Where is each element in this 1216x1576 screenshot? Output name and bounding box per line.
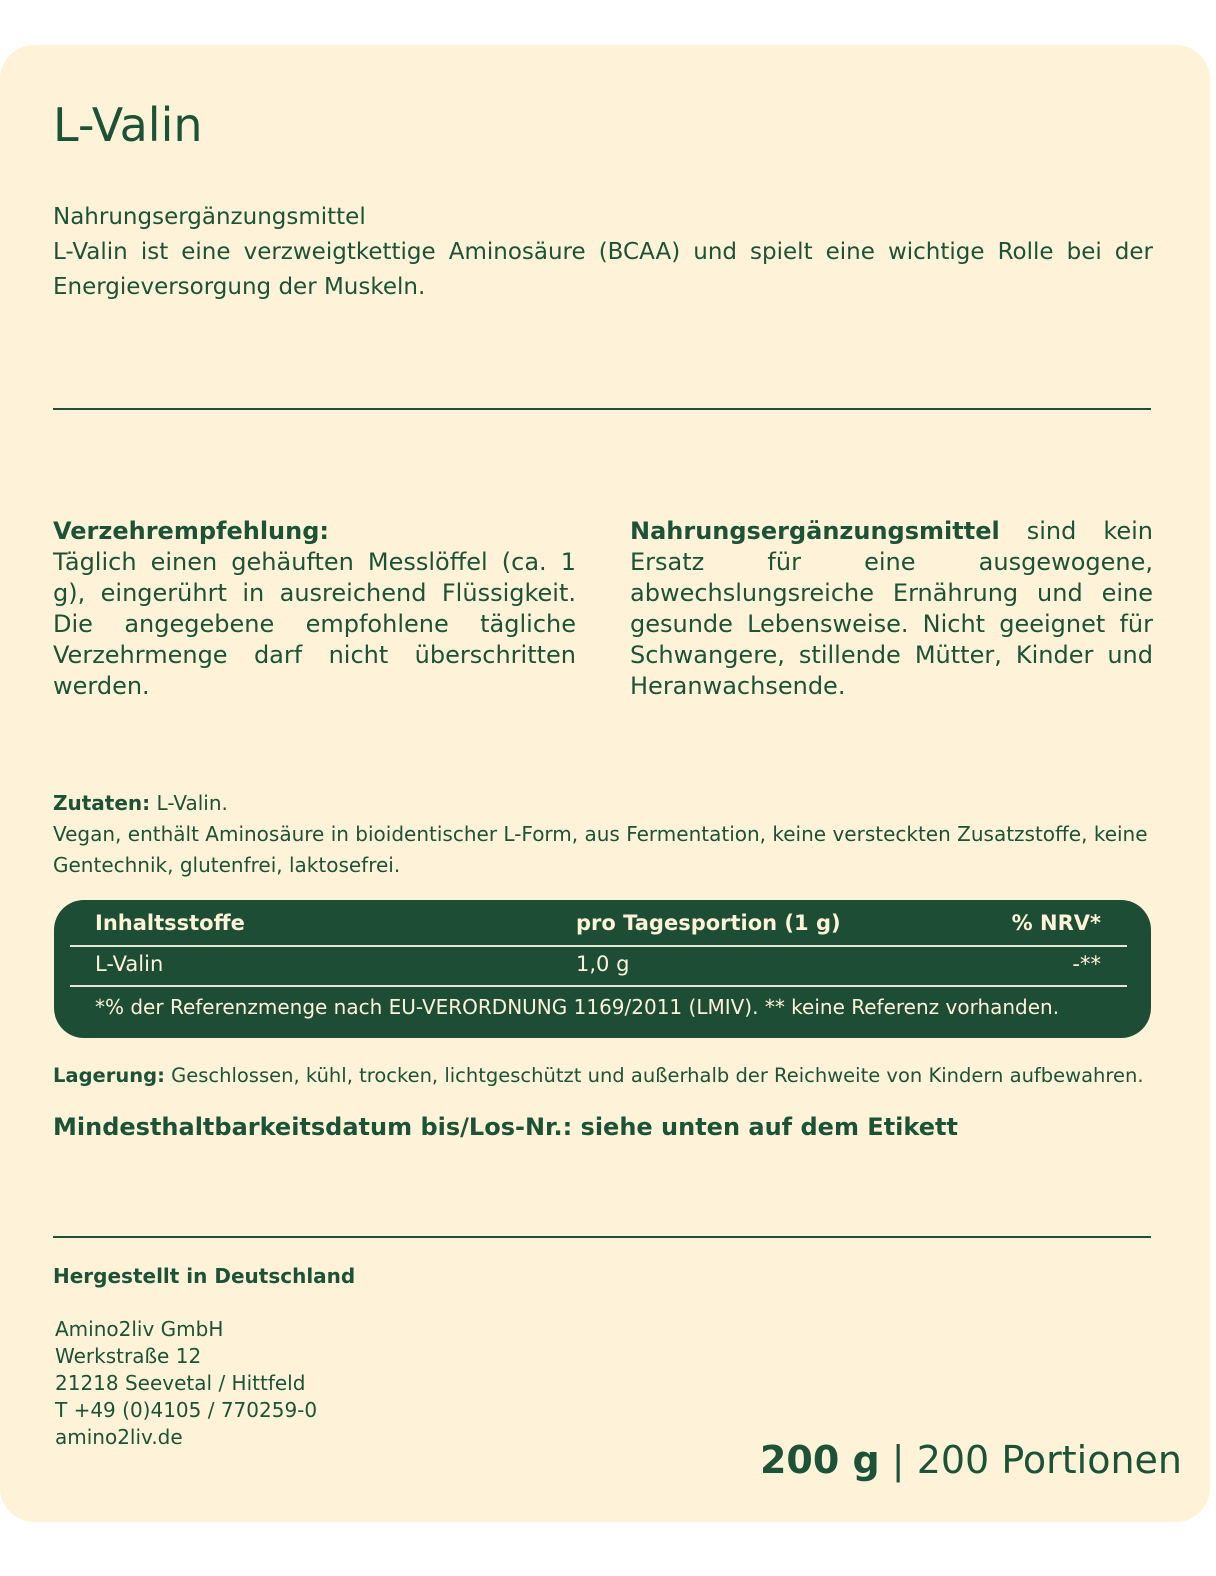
storage-text: Geschlossen, kühl, trocken, lichtgeschützt und außerhalb der Reichweite von Kindern aufbewahren.	[164, 1064, 1144, 1087]
intro	[53, 200, 1153, 305]
recommendation-heading: Verzehrempfehlung:	[53, 517, 329, 545]
warning-heading: Nahrungsergänzungsmittel	[630, 517, 1000, 545]
divider	[53, 1236, 1151, 1238]
recommendation	[53, 516, 576, 702]
table-divider	[70, 945, 1127, 947]
header-nrv: % NRV*	[1011, 911, 1101, 935]
product-title: L-Valin	[53, 98, 203, 152]
city: 21218 Seevetal / Hittfeld	[55, 1371, 306, 1395]
ingredients-value: L-Valin.	[150, 791, 228, 815]
table-divider	[70, 985, 1127, 987]
recommendation-text: Täglich einen gehäuften Messlöffel (ca. 1 g), eingerührt in ausreichend Flüssigkeit. Die angegebene empfohlene tägliche Verzehrmenge darf nicht überschritten werden.	[53, 548, 576, 700]
portions: 200 Portionen	[916, 1438, 1182, 1482]
best-before: Mindesthaltbarkeitsdatum bis/Los-Nr.: siehe unten auf dem Etikett	[53, 1113, 958, 1141]
warning-text: sind kein Ersatz für eine ausgewogene, abwechslungsreiche Ernährung und eine gesunde Lebensweise. Nicht geeignet für Schwangere, stillende Mütter, Kinder und Heranwachsende.	[630, 517, 1153, 700]
category: Nahrungsergänzungsmittel	[53, 204, 366, 230]
weight: 200 g	[759, 1438, 880, 1482]
header-per-portion: pro Tagesportion (1 g)	[576, 911, 841, 935]
company: Amino2liv GmbH	[55, 1317, 224, 1341]
phone: T +49 (0)4105 / 770259-0	[55, 1398, 318, 1422]
warning	[630, 516, 1153, 702]
divider	[53, 408, 1151, 410]
row-amount: 1,0 g	[576, 952, 630, 976]
address	[55, 1316, 317, 1451]
ingredients-label: Zutaten:	[53, 791, 151, 815]
nutrition-table	[54, 900, 1151, 1038]
package-size	[760, 1438, 1182, 1482]
ingredients	[53, 788, 1153, 881]
storage	[53, 1064, 1144, 1087]
website: amino2liv.de	[55, 1425, 183, 1449]
row-nrv: -**	[1072, 952, 1101, 976]
separator: |	[891, 1438, 905, 1482]
storage-label: Lagerung:	[53, 1064, 165, 1087]
made-in: Hergestellt in Deutschland	[53, 1264, 356, 1288]
table-footnote: *% der Referenzmenge nach EU-VERORDNUNG 1169/2011 (LMIV). ** keine Referenz vorhanden.	[95, 995, 1060, 1019]
street: Werkstraße 12	[55, 1344, 202, 1368]
header-ingredient: Inhaltsstoffe	[95, 911, 245, 935]
description: L-Valin ist eine verzweigtkettige Aminosäure (BCAA) und spielt eine wichtige Rolle bei der Energieversorgung der Muskeln.	[53, 239, 1153, 300]
row-ingredient: L-Valin	[95, 952, 164, 976]
ingredients-notes: Vegan, enthält Aminosäure in bioidentischer L-Form, aus Fermentation, keine versteckten Zusatzstoffe, keine Gentechnik, glutenfrei, laktosefrei.	[53, 822, 1148, 877]
